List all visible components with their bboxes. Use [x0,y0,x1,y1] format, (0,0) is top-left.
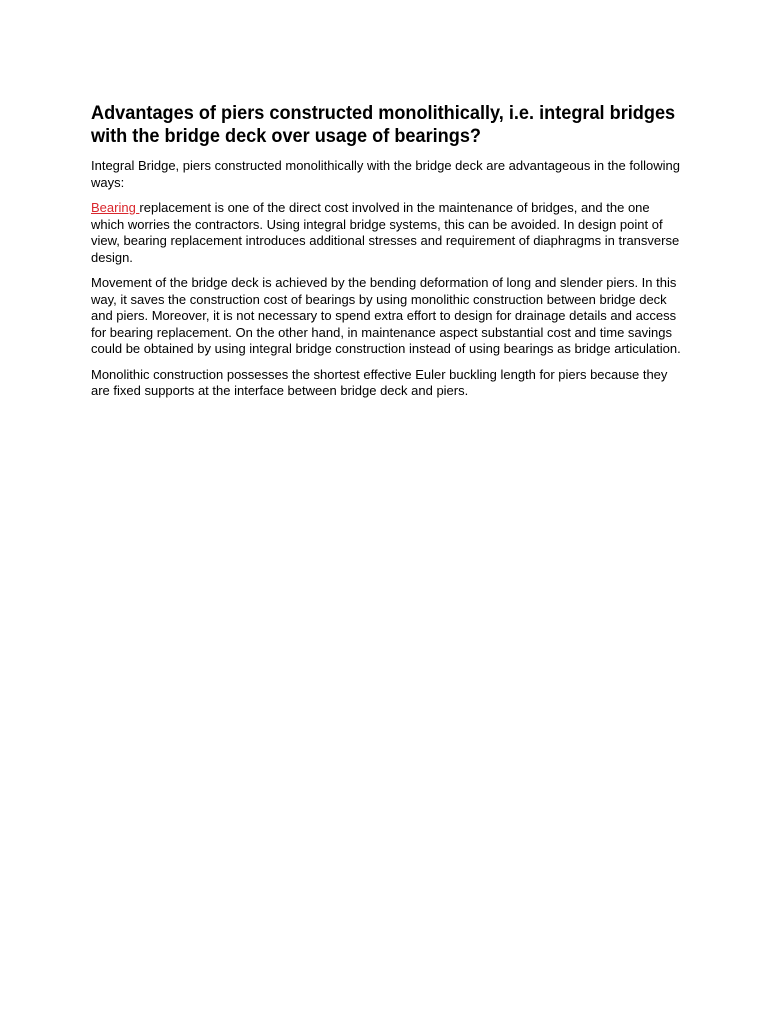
document-page [91,102,681,409]
bearing-link[interactable]: Bearing [91,200,140,215]
bearing-paragraph-text: replacement is one of the direct cost involved in the maintenance of bridges, and the one which worries the contractors. Using integral bridge systems, this can be avoided. In design point of view, bearing replacement introduces additional stresses and requirement of diaphragms in transverse design. [91,200,680,265]
buckling-paragraph: Monolithic construction possesses the shortest effective Euler buckling length for piers because they are fixed supports at the interface between bridge deck and piers. [91,366,668,398]
document-title: Advantages of piers constructed monolithically, i.e. integral bridges with the bridge deck over usage of bearings? [91,102,676,147]
intro-paragraph: Integral Bridge, piers constructed monolithically with the bridge deck are advantageous in the following ways: [91,158,680,190]
bearing-paragraph [91,200,681,266]
movement-paragraph: Movement of the bridge deck is achieved by the bending deformation of long and slender piers. In this way, it saves the construction cost of bearings by using monolithic construction between bridge deck and piers. Moreover, it is not necessary to spend extra effort to design for drainage details and access for bearing replacement. On the other hand, in maintenance aspect substantial cost and time savings could be obtained by using integral bridge construction instead of using bearings as bridge articulation. [91,275,681,356]
